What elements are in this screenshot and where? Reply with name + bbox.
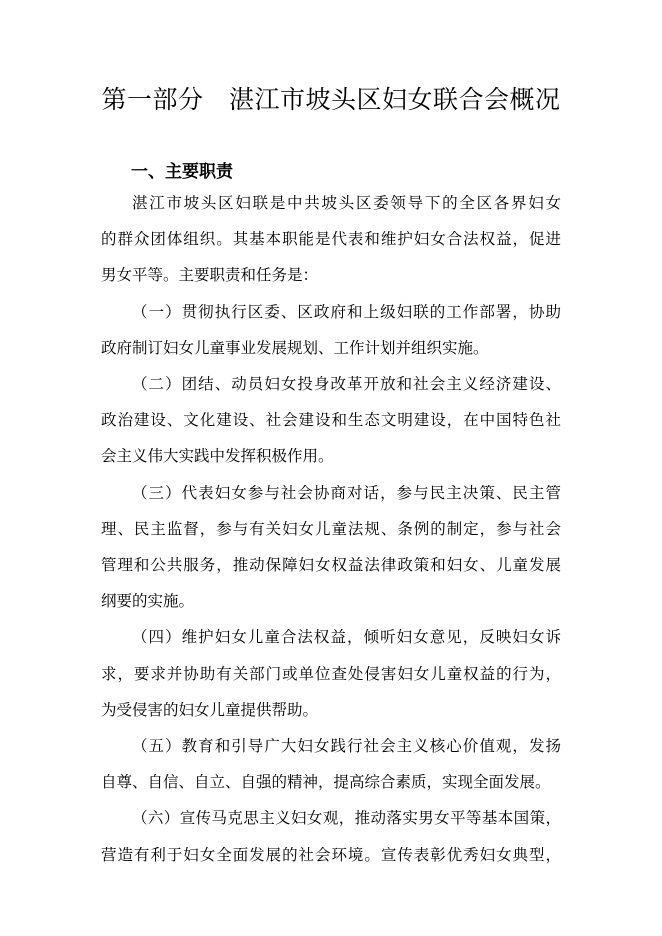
text-line: （六）宣传马克思主义妇女观，推动落实男女平等基本国策， bbox=[132, 809, 561, 828]
paragraph-intro bbox=[101, 185, 561, 294]
paragraph-item-5 bbox=[101, 728, 561, 800]
paragraph-item-3 bbox=[101, 475, 561, 620]
page-title: 第一部分 湛江市坡头区妇女联合会概况 bbox=[101, 85, 561, 114]
text-line: 会主义伟大实践中发挥积极作用。 bbox=[101, 447, 334, 466]
text-line: 营造有利于妇女全面发展的社会环境。宣传表彰优秀妇女典型， bbox=[101, 845, 561, 864]
text-line: （三）代表妇女参与社会协商对话，参与民主决策、民主管 bbox=[132, 483, 561, 502]
paragraph-item-2 bbox=[101, 366, 561, 475]
text-line: （一）贯彻执行区委、区政府和上级妇联的工作部署，协助 bbox=[132, 302, 561, 321]
text-line: （五）教育和引导广大妇女践行社会主义核心价值观，发扬 bbox=[132, 737, 561, 755]
text-line: 管理和公共服务，推动保障妇女权益法律政策和妇女、儿童发展 bbox=[101, 555, 561, 574]
text-line: 男女平等。主要职责和任务是： bbox=[101, 266, 319, 285]
text-line: 政府制订妇女儿童事业发展规划、工作计划并组织实施。 bbox=[101, 338, 489, 357]
paragraph-item-1 bbox=[101, 294, 561, 366]
text-line: 纲要的实施。 bbox=[101, 592, 195, 611]
text-line: 理、民主监督，参与有关妇女儿童法规、条例的制定，参与社会 bbox=[101, 519, 561, 538]
text-line: 湛江市坡头区妇联是中共坡头区委领导下的全区各界妇女 bbox=[132, 194, 561, 212]
text-line: （四）维护妇女儿童合法权益，倾听妇女意见，反映妇女诉 bbox=[132, 628, 561, 647]
text-line: 政治建设、文化建设、社会建设和生态文明建设，在中国特色社 bbox=[101, 411, 561, 430]
text-line: 求，要求并协助有关部门或单位查处侵害妇女儿童权益的行为， bbox=[101, 664, 561, 683]
text-line: （二）团结、动员妇女投身改革开放和社会主义经济建设、 bbox=[132, 375, 561, 393]
text-line: 自尊、自信、自立、自强的精神，提高综合素质，实现全面发展。 bbox=[101, 773, 551, 792]
paragraph-item-4 bbox=[101, 619, 561, 728]
text-line: 的群众团体组织。其基本职能是代表和维护妇女合法权益，促进 bbox=[101, 230, 561, 249]
paragraph-item-6 bbox=[101, 800, 561, 872]
text-line: 为受侵害的妇女儿童提供帮助。 bbox=[101, 700, 319, 719]
section-heading: 一、主要职责 bbox=[131, 162, 233, 182]
